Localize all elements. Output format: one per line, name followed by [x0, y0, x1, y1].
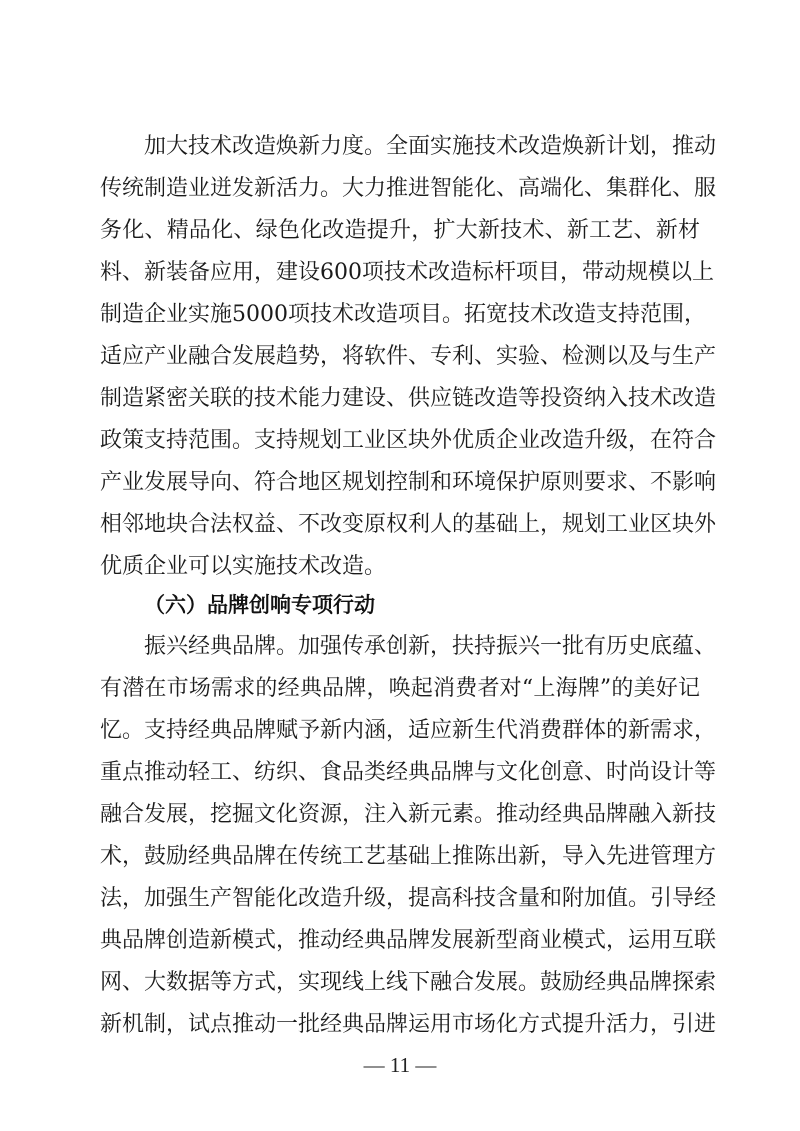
text-line: 重点推动轻工、纺织、食品类经典品牌与文化创意、时尚设计等 [100, 760, 717, 785]
text-line: 产业发展导向、符合地区规划控制和环境保护原则要求、不影响 [100, 470, 717, 495]
text-line: 加大技术改造焕新力度。全面实施技术改造焕新计划，推动 [144, 134, 717, 159]
text-line: 网、大数据等方式，实现线上线下融合发展。鼓励经典品牌探索 [100, 970, 717, 995]
section-heading: （六）品牌创响专项行动 [144, 593, 375, 617]
text-line: 制造紧密关联的技术能力建设、供应链改造等投资纳入技术改造 [100, 386, 717, 411]
text-line: 优质企业可以实施技术改造。 [100, 554, 387, 579]
text-line: 术，鼓励经典品牌在传统工艺基础上推陈出新，导入先进管理方 [100, 844, 717, 869]
text-line: 适应产业融合发展趋势，将软件、专利、实验、检测以及与生产 [100, 344, 717, 369]
text-line: 务化、精品化、绿色化改造提升，扩大新技术、新工艺、新材 [100, 218, 700, 243]
text-line: 融合发展，挖掘文化资源，注入新元素。推动经典品牌融入新技 [100, 802, 717, 827]
text-line: 法，加强生产智能化改造升级，提高科技含量和附加值。引导经 [100, 886, 717, 911]
text-line: 有潜在市场需求的经典品牌，唤起消费者对“上海牌”的美好记 [100, 676, 700, 701]
text-line: 相邻地块合法权益、不改变原权利人的基础上，规划工业区块外 [100, 512, 717, 537]
text-line: 典品牌创造新模式，推动经典品牌发展新型商业模式，运用互联 [100, 928, 717, 953]
text-line: 政策支持范围。支持规划工业区块外优质企业改造升级，在符合 [100, 428, 717, 453]
page-number: — 11 — [363, 1053, 437, 1077]
text-line: 新机制，试点推动一批经典品牌运用市场化方式提升活力，引进 [100, 1012, 717, 1037]
text-line: 传统制造业迸发新活力。大力推进智能化、高端化、集群化、服 [100, 176, 717, 201]
text-line: 制造企业实施5000项技术改造项目。拓宽技术改造支持范围， [100, 302, 706, 327]
text-line: 振兴经典品牌。加强传承创新，扶持振兴一批有历史底蕴、 [144, 634, 717, 659]
text-line: 料、新装备应用，建设600项技术改造标杆项目，带动规模以上 [100, 260, 714, 285]
text-line: 忆。支持经典品牌赋予新内涵，适应新生代消费群体的新需求， [100, 718, 717, 743]
